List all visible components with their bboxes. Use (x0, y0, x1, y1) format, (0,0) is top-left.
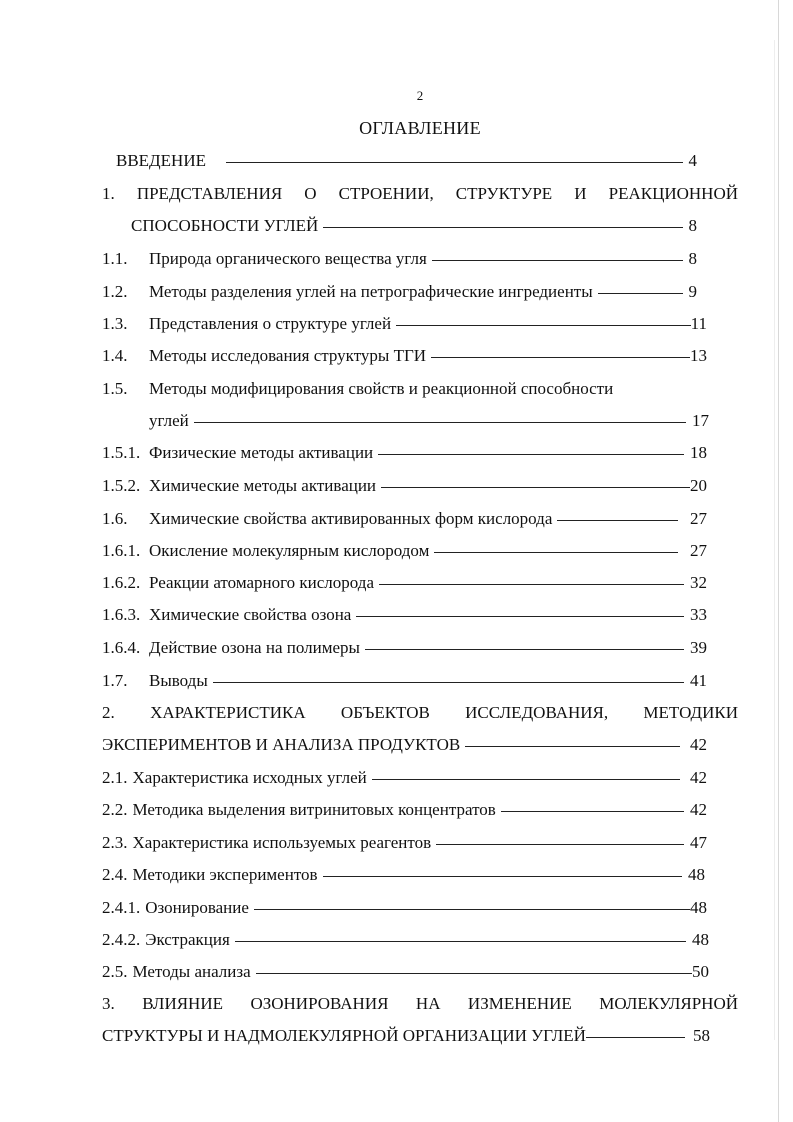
toc-entry-number: 2.1. (102, 768, 128, 787)
toc-entry-text: Представления о структуре углей (149, 314, 392, 333)
toc-leader (365, 649, 684, 650)
toc-entry-1-5-2[interactable] (102, 475, 707, 497)
page-title: ОГЛАВЛЕНИЕ (359, 118, 481, 138)
toc-entry-text-line1: ВЛИЯНИЕ ОЗОНИРОВАНИЯ НА ИЗМЕНЕНИЕ МОЛЕКУЛЯРНОЙ (142, 994, 739, 1013)
toc-entry-text: Озонирование (145, 898, 249, 917)
toc-entry-text: СПОСОБНОСТИ УГЛЕЙ (131, 216, 319, 235)
toc-entry-text: Экстракция (145, 930, 230, 949)
toc-page-number: 27 (690, 541, 707, 560)
toc-entry-2-3[interactable] (102, 832, 707, 854)
toc-entry-number: 2.2. (102, 800, 128, 819)
toc-entry-number: 1.1. (102, 249, 128, 268)
toc-leader (431, 357, 690, 358)
toc-entry-number: 1.6.2. (102, 573, 141, 592)
toc-page-number: 4 (688, 151, 697, 170)
toc-page-number: 47 (690, 833, 707, 852)
toc-chapter-3-heading[interactable] (102, 993, 738, 1015)
toc-leader (213, 682, 684, 683)
toc-entry-number: 3. (102, 994, 115, 1013)
toc-entry-number: 1.4. (102, 346, 128, 365)
toc-entry-text: ЭКСПЕРИМЕНТОВ И АНАЛИЗА ПРОДУКТОВ (102, 735, 461, 754)
toc-leader (323, 227, 682, 228)
toc-leader (396, 325, 691, 326)
toc-entry-text: Методы анализа (132, 962, 251, 981)
toc-page-number: 17 (692, 411, 709, 430)
toc-entry-text: Физические методы активации (149, 443, 374, 462)
toc-entry-1-3[interactable] (102, 313, 707, 335)
toc-leader (586, 1037, 685, 1038)
toc-entry-number: 1.2. (102, 282, 128, 301)
toc-entry-text: Природа органического вещества угля (149, 249, 427, 268)
toc-entry-1-2[interactable] (102, 281, 697, 303)
toc-entry-1-5[interactable] (149, 410, 709, 432)
toc-page-number: 32 (690, 573, 707, 592)
toc-entry-1-1[interactable] (102, 248, 697, 270)
toc-entry-text: Химические свойства активированных форм кислорода (149, 509, 553, 528)
toc-entry-1-6-1[interactable] (102, 540, 707, 562)
toc-page-number: 48 (690, 898, 707, 917)
toc-entry-text: Химические свойства озона (149, 605, 352, 624)
toc-leader (434, 552, 678, 553)
toc-leader (226, 162, 683, 163)
toc-entry-1-7[interactable] (102, 670, 707, 692)
toc-entry-1-6-2[interactable] (102, 572, 707, 594)
toc-page-number: 9 (688, 282, 697, 301)
toc-page-number: 41 (690, 671, 707, 690)
toc-entry-text: СТРУКТУРЫ И НАДМОЛЕКУЛЯРНОЙ ОРГАНИЗАЦИИ УГЛЕЙ (102, 1026, 586, 1045)
toc-leader (194, 422, 686, 423)
toc-page-number: 8 (688, 216, 697, 235)
toc-entry-text: Выводы (149, 671, 208, 690)
toc-entry-text: Характеристика используемых реагентов (132, 833, 432, 852)
toc-entry-text: Методики экспериментов (132, 865, 318, 884)
toc-entry-text-line1: ХАРАКТЕРИСТИКА ОБЪЕКТОВ ИССЛЕДОВАНИЯ, МЕТОДИКИ (150, 703, 739, 722)
toc-entry-2-4-2[interactable] (102, 929, 709, 951)
toc-entry-text-line1: Методы модифицирования свойств и реакционной способности (149, 379, 614, 398)
toc-chapter-2[interactable] (102, 734, 707, 756)
toc-leader (436, 844, 684, 845)
toc-leader (432, 260, 683, 261)
page-number: 2 (416, 88, 424, 103)
toc-leader (557, 520, 678, 521)
toc-page-number: 39 (690, 638, 707, 657)
toc-page-number: 27 (690, 509, 707, 528)
toc-leader (254, 909, 690, 910)
toc-leader (372, 779, 680, 780)
toc-entry-number: 2.4.2. (102, 930, 141, 949)
toc-entry-2-4-1[interactable] (102, 897, 707, 919)
toc-page-number: 48 (692, 930, 709, 949)
toc-entry-number: 2.5. (102, 962, 128, 981)
toc-entry-text: Химические методы активации (149, 476, 377, 495)
toc-leader (323, 876, 682, 877)
toc-entry-number: 1.5. (102, 379, 128, 398)
toc-leader (378, 454, 684, 455)
toc-page-number: 8 (688, 249, 697, 268)
toc-entry-number: 1.5.1. (102, 443, 141, 462)
toc-entry-number: 1.6. (102, 509, 128, 528)
toc-entry-number: 2.4. (102, 865, 128, 884)
toc-leader (501, 811, 684, 812)
toc-page-number: 58 (693, 1026, 710, 1045)
toc-page-number: 48 (688, 865, 705, 884)
toc-entry-text: Реакции атомарного кислорода (149, 573, 374, 592)
toc-entry-text: углей (149, 411, 189, 430)
toc-page-number: 11 (690, 314, 707, 333)
toc-entry-1-6[interactable] (102, 508, 707, 530)
toc-chapter-2-heading[interactable] (102, 702, 738, 724)
toc-entry-1-6-3[interactable] (102, 604, 707, 626)
toc-leader (356, 616, 684, 617)
toc-leader (465, 746, 680, 747)
toc-entry-number: 1.3. (102, 314, 128, 333)
toc-entry-1-4[interactable] (102, 345, 707, 367)
toc-chapter-1[interactable] (131, 215, 697, 237)
toc-entry-number: 1.6.4. (102, 638, 141, 657)
toc-entry-2-5[interactable] (102, 961, 709, 983)
toc-leader (598, 293, 683, 294)
toc-leader (381, 487, 690, 488)
toc-entry-text: Действие озона на полимеры (149, 638, 360, 657)
toc-page-number: 18 (690, 443, 707, 462)
toc-entry-number: 1.5.2. (102, 476, 141, 495)
toc-entry-text: Методы исследования структуры ТГИ (149, 346, 427, 365)
toc-entry-text: ВВЕДЕНИЕ (116, 151, 206, 170)
toc-entry-number: 2.4.1. (102, 898, 141, 917)
toc-entry-text: Характеристика исходных углей (132, 768, 367, 787)
toc-entry-text: Методы разделения углей на петрографические ингредиенты (149, 282, 593, 301)
toc-chapter-3[interactable] (102, 1025, 710, 1047)
toc-entry-1-5-heading[interactable] (102, 378, 613, 400)
toc-entry-1-6-4[interactable] (102, 637, 707, 659)
toc-entry-2-2[interactable] (102, 799, 707, 821)
toc-leader (379, 584, 684, 585)
toc-entry-number: 1. (102, 184, 115, 203)
toc-entry-text-line1: ПРЕДСТАВЛЕНИЯ О СТРОЕНИИ, СТРУКТУРЕ И РЕАКЦИОННОЙ (136, 184, 739, 203)
toc-entry-number: 1.6.3. (102, 605, 141, 624)
toc-entry-2-1[interactable] (102, 767, 707, 789)
toc-page-number: 42 (690, 735, 707, 754)
toc-entry-number: 1.7. (102, 671, 128, 690)
toc-page-number: 13 (690, 346, 707, 365)
toc-entry-number: 1.6.1. (102, 541, 141, 560)
toc-page-number: 42 (690, 768, 707, 787)
toc-entry-text: Окисление молекулярным кислородом (149, 541, 430, 560)
toc-page-number: 42 (690, 800, 707, 819)
toc-entry-number: 2. (102, 703, 115, 722)
scan-edge-shadow (774, 40, 775, 1040)
toc-entry-1-5-1[interactable] (102, 442, 707, 464)
toc-entry-introduction[interactable] (116, 150, 697, 172)
scan-edge (778, 0, 779, 1122)
toc-page-number: 50 (692, 962, 709, 981)
toc-entry-number: 2.3. (102, 833, 128, 852)
toc-leader (256, 973, 692, 974)
toc-entry-text: Методика выделения витринитовых концентратов (132, 800, 496, 819)
toc-leader (235, 941, 686, 942)
toc-page-number: 33 (690, 605, 707, 624)
toc-entry-2-4[interactable] (102, 864, 705, 886)
toc-chapter-1-heading[interactable] (102, 183, 738, 205)
toc-page-number: 20 (690, 476, 707, 495)
